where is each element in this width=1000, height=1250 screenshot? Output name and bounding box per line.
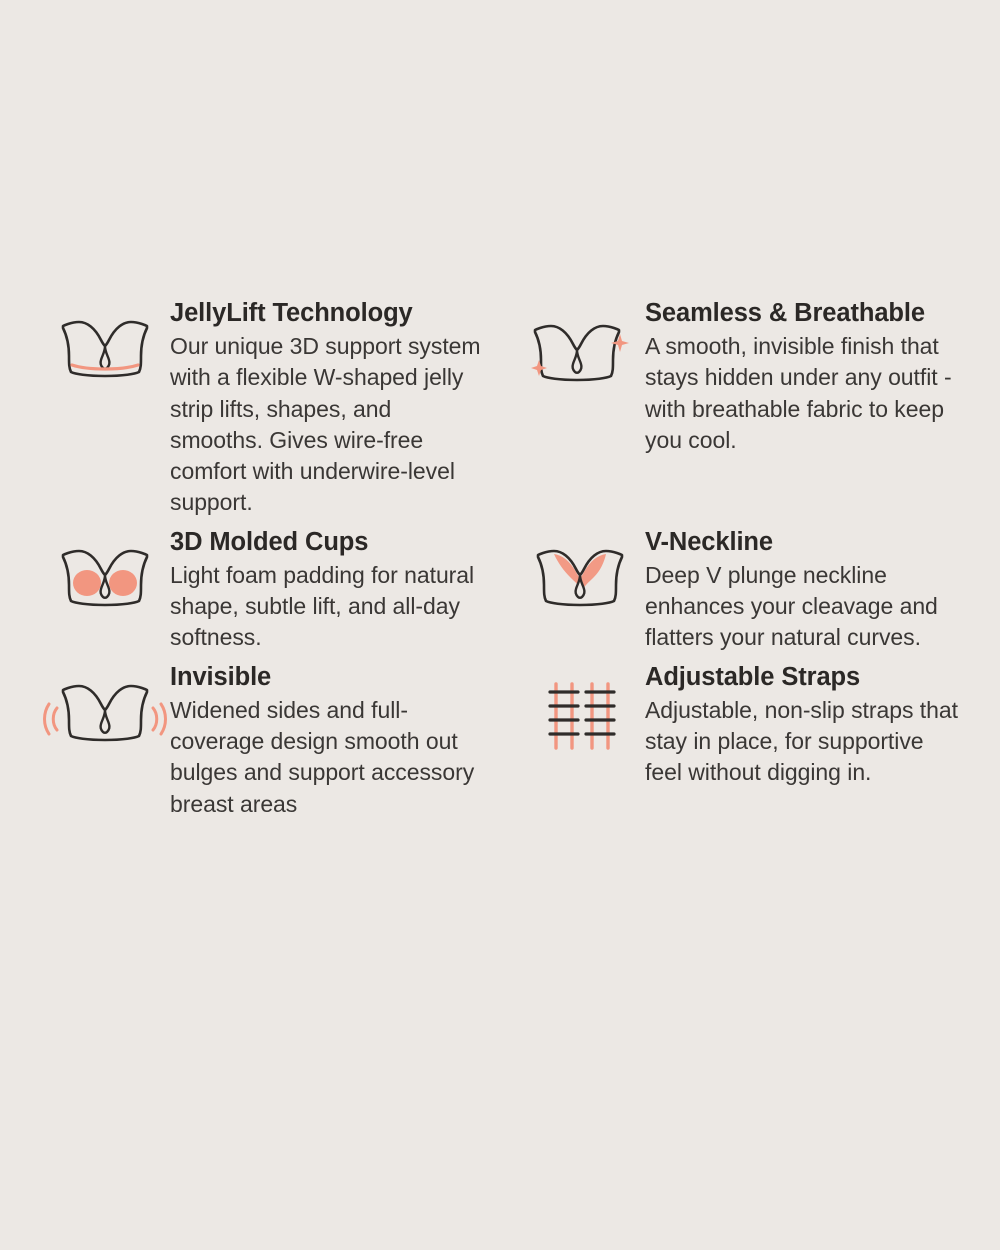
feature-description: Deep V plunge neckline enhances your cleavage and flatters your natural curves. — [645, 561, 938, 651]
feature-item — [515, 654, 960, 820]
feature-title: Invisible — [170, 662, 272, 691]
feature-text — [645, 654, 960, 789]
feature-text — [645, 290, 960, 456]
feature-description: Our unique 3D support system with a flexible W-shaped jelly strip lifts, shapes, and smooths. Gives wire-free comfort with underwire-level support. — [170, 333, 481, 516]
bra-molded-cups-icon — [40, 519, 170, 639]
feature-item — [40, 519, 485, 654]
feature-description: A smooth, invisible finish that stays hidden under any outfit - with breathable fabric to keep you cool. — [645, 333, 952, 453]
feature-text — [170, 290, 485, 519]
feature-title: JellyLift Technology — [170, 299, 413, 327]
adjustable-straps-icon — [515, 654, 645, 774]
feature-text — [645, 519, 960, 654]
feature-title: V-Neckline — [645, 527, 773, 556]
feature-text — [170, 519, 485, 654]
feature-item — [40, 290, 485, 519]
bra-jelly-strip-icon — [40, 290, 170, 410]
feature-item — [515, 519, 960, 654]
bra-sparkle-icon — [515, 290, 645, 410]
feature-text — [170, 654, 485, 820]
feature-title: Seamless & Breathable — [645, 299, 925, 327]
feature-item — [515, 290, 960, 519]
bra-invisible-waves-icon — [40, 654, 170, 774]
feature-description: Widened sides and full-coverage design smooth out bulges and support accessory breast areas — [170, 696, 475, 817]
feature-description: Adjustable, non-slip straps that stay in place, for supportive feel without digging in. — [645, 696, 958, 786]
feature-description: Light foam padding for natural shape, subtle lift, and all-day softness. — [170, 561, 475, 651]
feature-title: Adjustable Straps — [645, 662, 861, 691]
feature-title: 3D Molded Cups — [170, 527, 369, 556]
bra-v-neckline-icon — [515, 519, 645, 639]
features-grid — [40, 290, 960, 820]
feature-item — [40, 654, 485, 820]
